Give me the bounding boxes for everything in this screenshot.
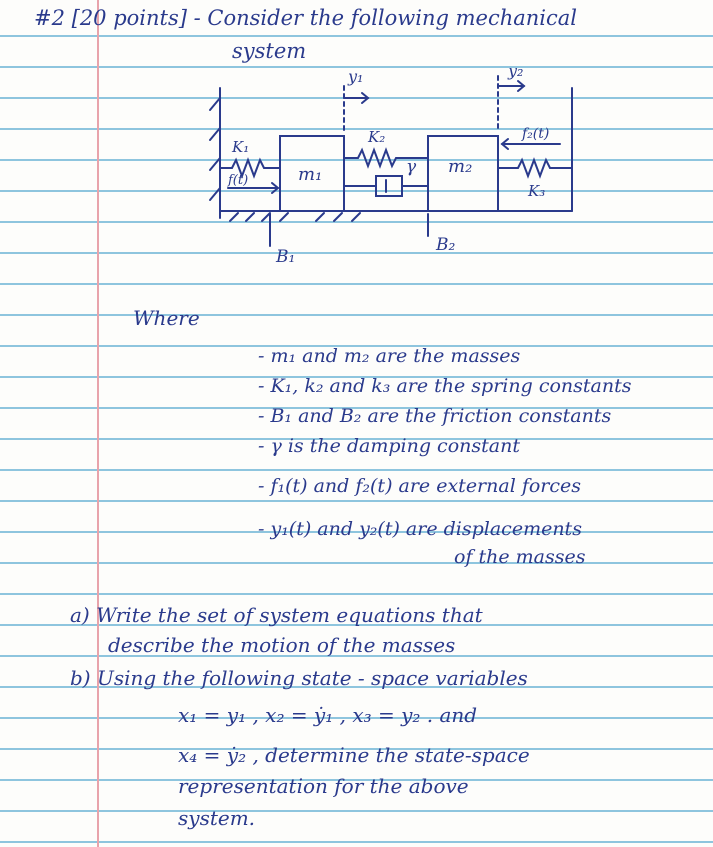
label-b1: B₁ xyxy=(276,247,296,267)
label-y1: y₁ xyxy=(348,68,364,86)
question-b-line4: system. xyxy=(178,806,256,830)
question-a-line2: describe the motion of the masses xyxy=(108,633,456,657)
where-item-displacements: - y₁(t) and y₂(t) are displacements xyxy=(258,518,582,540)
problem-header: #2 [20 points] - Consider the following mechanical xyxy=(34,6,577,30)
mechanical-system-diagram xyxy=(180,68,620,268)
label-m2: m₂ xyxy=(448,156,473,177)
label-y2: y₂ xyxy=(508,68,524,80)
question-b-line1: b) Using the following state - space variables xyxy=(70,666,528,690)
where-item-forces: - f₁(t) and f₂(t) are external forces xyxy=(258,475,582,497)
where-item-masses: - m₁ and m₂ are the masses xyxy=(258,345,521,367)
question-b-line2: x₄ = ẏ₂ , determine the state-space xyxy=(178,743,530,767)
label-gamma: γ xyxy=(406,157,417,177)
margin-line xyxy=(97,0,99,847)
label-k2: K₂ xyxy=(368,128,386,146)
where-item-damping: - γ is the damping constant xyxy=(258,435,520,457)
where-heading: Where xyxy=(133,306,200,330)
label-f1: f(t) xyxy=(228,173,249,188)
label-f2: f₂(t) xyxy=(522,126,550,142)
spring-k3 xyxy=(498,160,572,176)
where-item-friction: - B₁ and B₂ are the friction constants xyxy=(258,405,612,427)
label-m1: m₁ xyxy=(298,164,323,185)
where-item-displacements-cont: of the masses xyxy=(454,546,586,568)
question-b-line3: representation for the above xyxy=(178,774,469,798)
question-a-line1: a) Write the set of system equations that xyxy=(70,603,483,627)
label-k3: K₃ xyxy=(528,182,546,200)
label-k1: K₁ xyxy=(232,138,250,156)
label-b2: B₂ xyxy=(436,235,456,255)
where-item-springs: - K₁, k₂ and k₃ are the spring constants xyxy=(258,375,632,397)
question-b-equations: x₁ = y₁ , x₂ = ẏ₁ , x₃ = y₂ . and xyxy=(178,703,478,727)
problem-header-continued: system xyxy=(232,39,307,63)
